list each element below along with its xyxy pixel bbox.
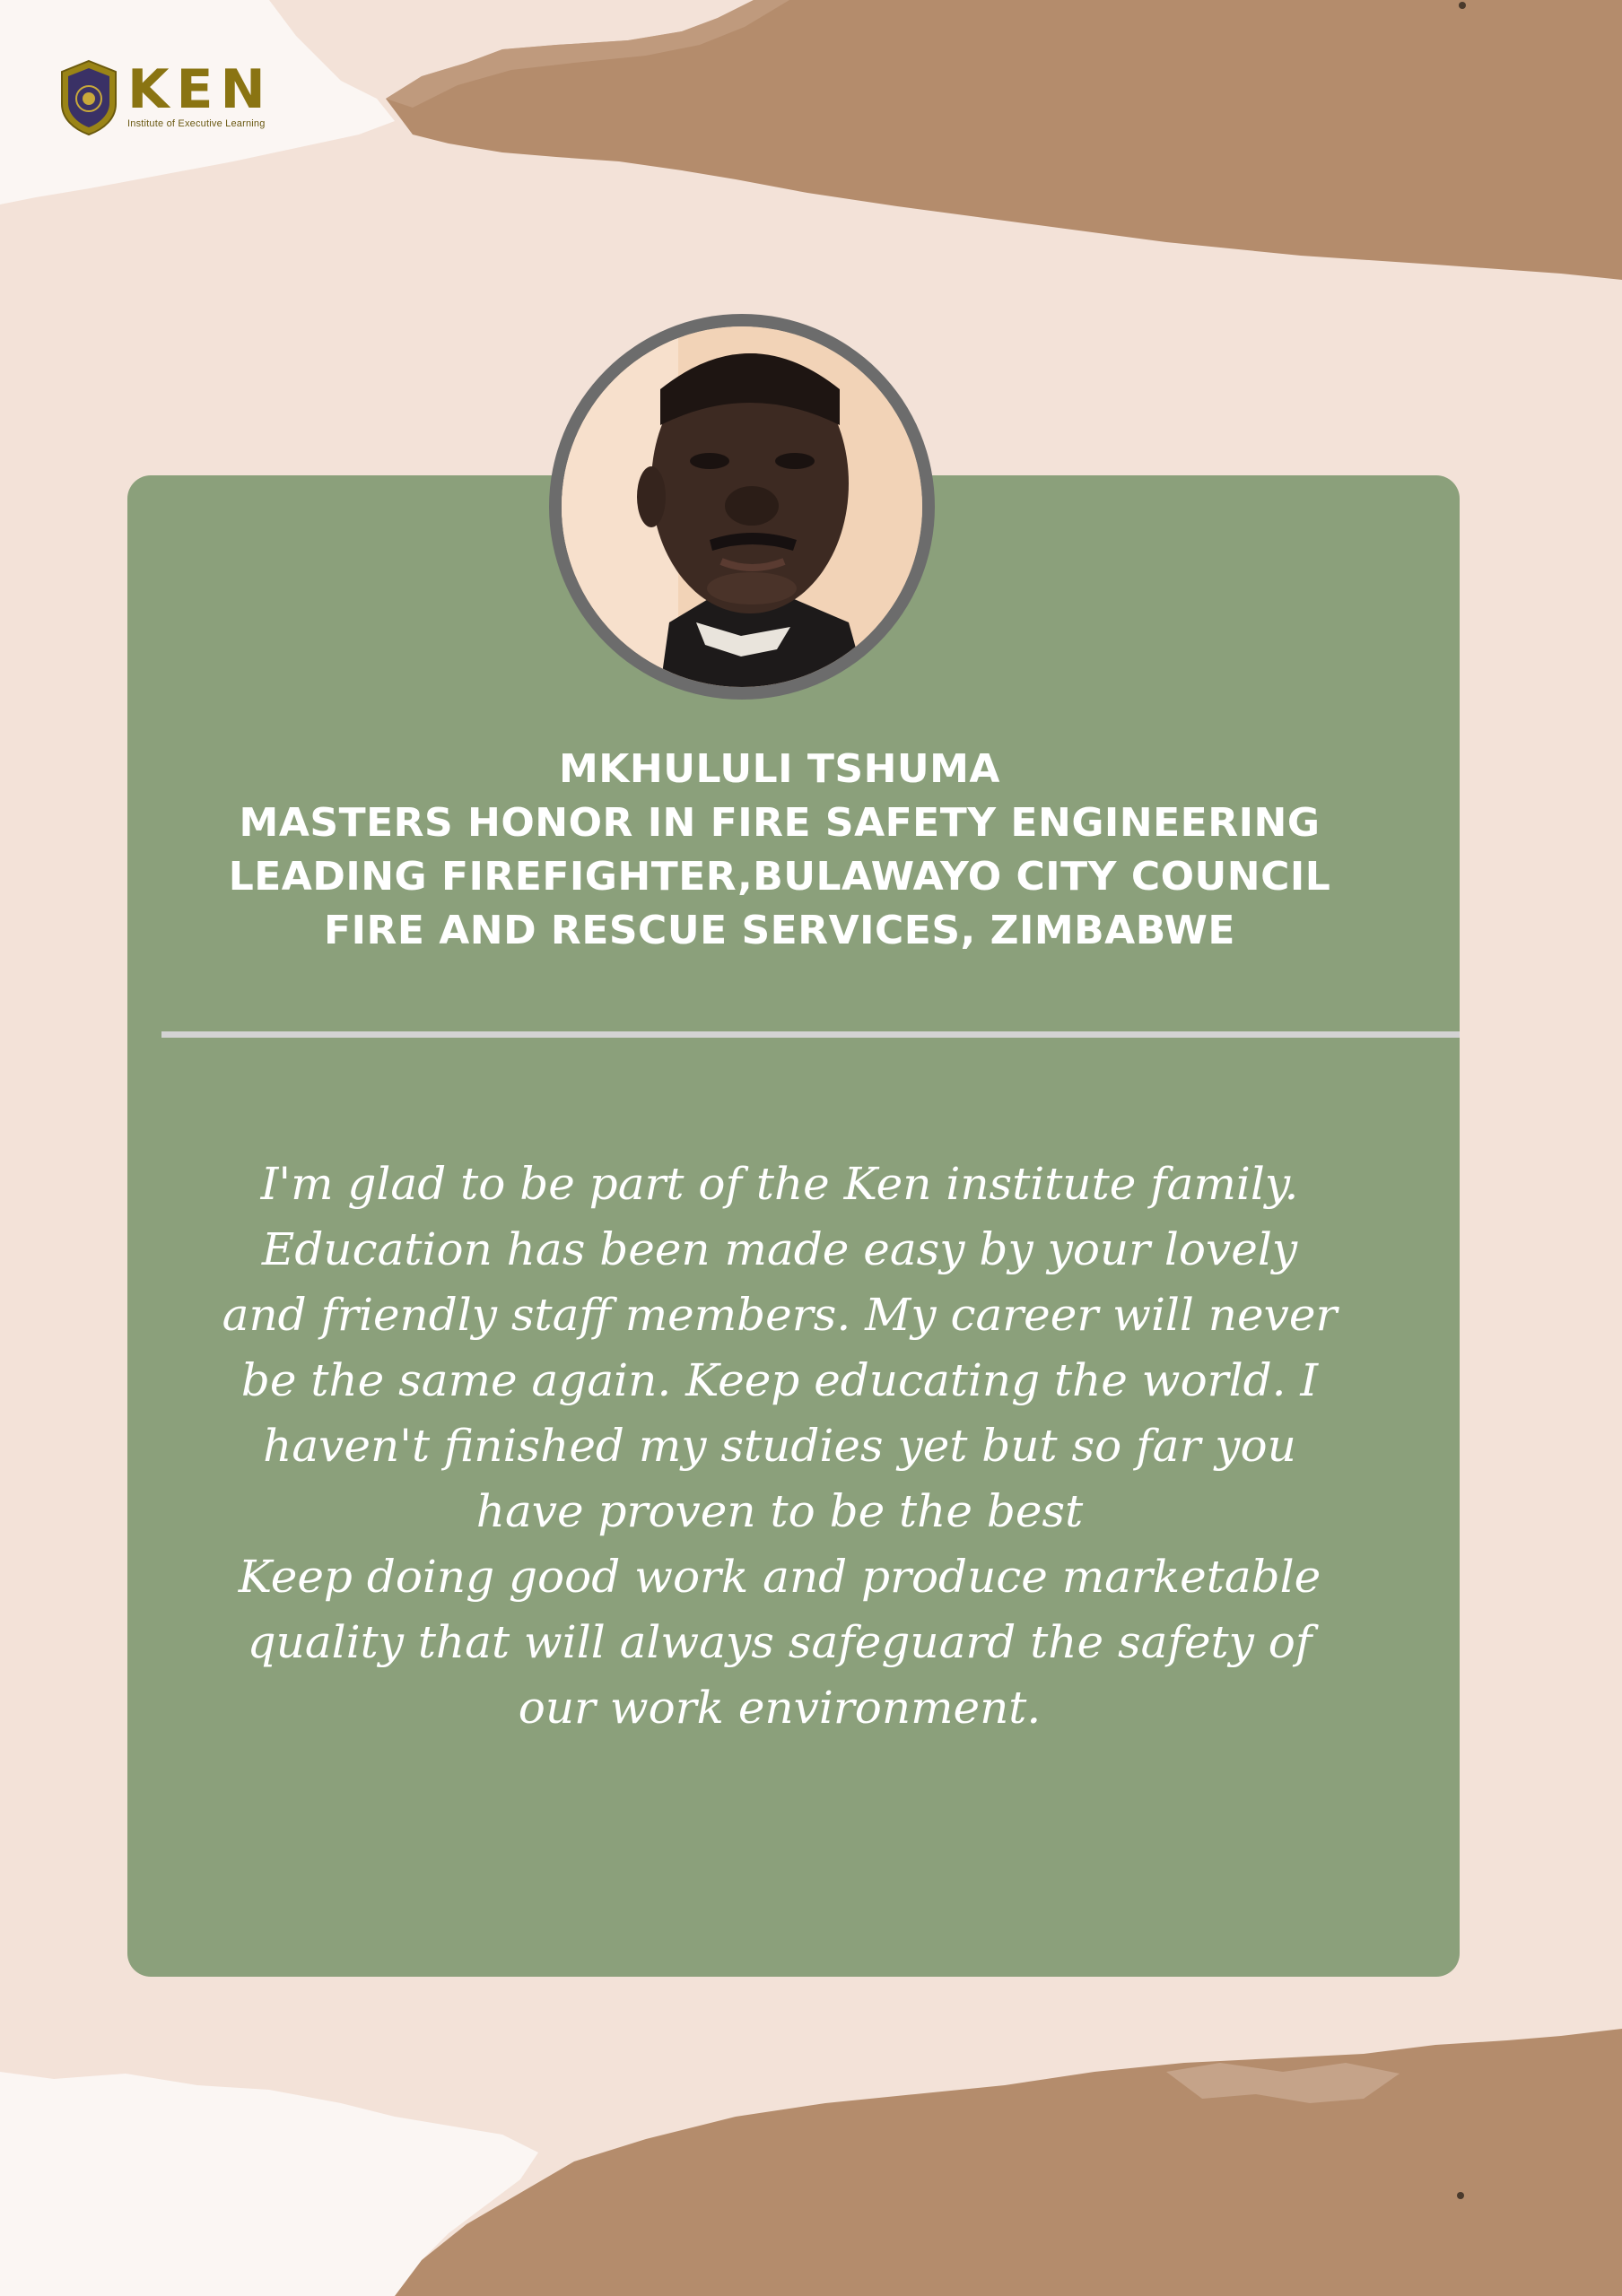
shield-emblem-icon xyxy=(59,59,118,136)
testimonial-line: quality that will always safeguard the safety of xyxy=(247,1616,1312,1668)
profile-name: MKHULULI TSHUMA xyxy=(559,746,1000,792)
testimonial-line: I'm glad to be part of the Ken institute family. xyxy=(260,1158,1299,1210)
testimonial-line: have proven to be the best xyxy=(475,1485,1084,1537)
divider-line xyxy=(161,1031,1460,1038)
testimonial-line: Education has been made easy by your lovely xyxy=(261,1223,1298,1275)
testimonial-line: and friendly staff members. My career will never xyxy=(222,1289,1338,1341)
avatar xyxy=(562,326,922,687)
ken-logo xyxy=(59,59,273,136)
testimonial-line: our work environment. xyxy=(518,1682,1042,1734)
profile-degree: MASTERS HONOR IN FIRE SAFETY ENGINEERING xyxy=(239,800,1321,846)
profile-organization: FIRE AND RESCUE SERVICES, ZIMBABWE xyxy=(324,908,1235,953)
testimonial-line: haven't finished my studies yet but so far you xyxy=(263,1420,1296,1472)
testimonial-text xyxy=(127,1152,1432,1741)
portrait-illustration xyxy=(562,326,922,687)
testimonial-line: be the same again. Keep educating the world. I xyxy=(240,1354,1319,1406)
profile-header xyxy=(127,743,1432,958)
logo-subtitle: Institute of Executive Learning xyxy=(127,118,266,129)
testimonial-line: Keep doing good work and produce marketable xyxy=(238,1551,1321,1603)
profile-position: LEADING FIREFIGHTER,BULAWAYO CITY COUNCIL xyxy=(228,854,1331,900)
logo-wordmark: KEN xyxy=(127,58,273,121)
